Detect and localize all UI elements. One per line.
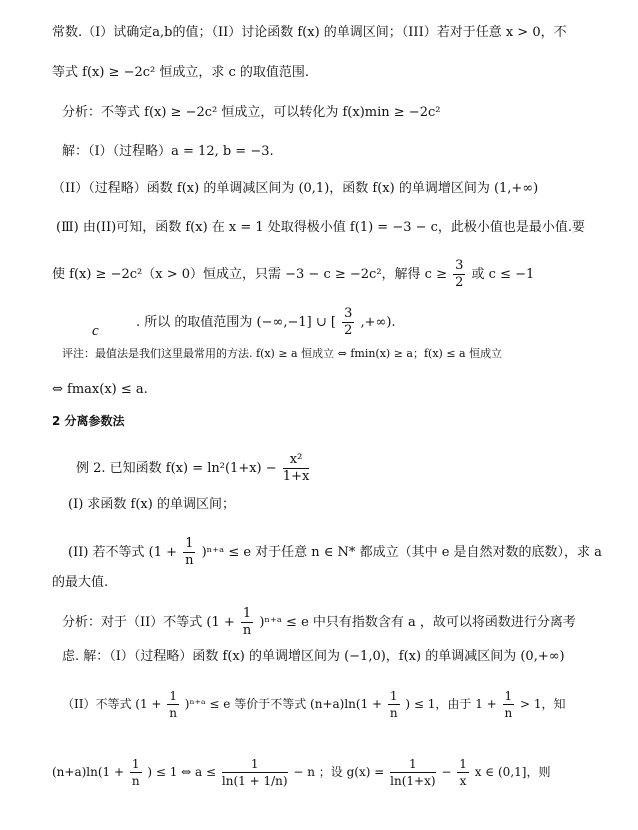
- text-segment: (II) 若不等式 (1 +: [68, 545, 178, 560]
- question-2-cont: 的最大值.: [52, 575, 109, 590]
- text-segment: > 1，知: [520, 697, 566, 711]
- analysis-2: [62, 606, 576, 639]
- text-segment: (n+a)ln(1 +: [52, 765, 125, 779]
- fraction-denominator: ln(1+x): [390, 774, 436, 788]
- fraction-numerator: 1: [390, 756, 435, 773]
- fraction-denominator: 2: [455, 275, 464, 290]
- text-segment: )ⁿ⁺ᵃ ≤ e 对于任意 n ∈ N* 都成立（其中 e 是自然对数的底数），求 a: [201, 545, 602, 560]
- fraction-numerator: 1: [389, 689, 398, 703]
- fraction-denominator: n: [131, 774, 140, 788]
- fraction-denominator: 1+x: [282, 469, 310, 484]
- fraction: [222, 756, 288, 789]
- text-segment: 例 2. 已知函数 f(x) = ln²(1+x) −: [76, 461, 277, 476]
- fraction: [390, 756, 435, 789]
- text-segment: 使 f(x) ≥ −2c²（x > 0）恒成立，只需 −3 − c ≥ −2c²，解得 c ≥: [52, 267, 447, 282]
- fraction: [167, 688, 179, 721]
- fraction-denominator: x: [459, 774, 467, 788]
- fraction: [130, 756, 142, 789]
- fraction: [503, 688, 515, 721]
- fraction: [183, 536, 195, 569]
- solution-2-part-3: [52, 756, 550, 789]
- fraction-denominator: n: [242, 623, 252, 638]
- text-segment: 或 c ≤ −1: [471, 267, 535, 282]
- section-heading: 2 分离参数法: [52, 414, 125, 428]
- fraction-numerator: 1: [504, 689, 513, 703]
- fraction-numerator: 1: [185, 536, 194, 551]
- solution-part-3: (Ⅲ) 由(II)可知，函数 f(x) 在 x = 1 处取得极小值 f(1) = −3 − c，此极小值也是最小值.要: [56, 220, 586, 235]
- text-segment: ,+∞).: [360, 315, 396, 330]
- fraction-three-halves: [342, 306, 354, 339]
- solution-part-2: （II）（过程略）函数 f(x) 的单调减区间为 (0,1)，函数 f(x) 的单调增区间为 (1,+∞): [52, 181, 539, 196]
- fraction-numerator: 1: [222, 756, 288, 773]
- fraction-numerator: 1: [242, 606, 252, 621]
- fraction-numerator: 1: [169, 689, 177, 703]
- text-segment: . 所以 的取值范围为 (−∞,−1] ∪ [: [136, 315, 336, 330]
- fraction: [241, 606, 253, 639]
- solution-part-3-cont: [52, 258, 534, 291]
- question-2: [68, 536, 602, 569]
- comment-line-cont: ⇔ fmax(x) ≤ a.: [52, 382, 148, 397]
- range-result-line: [136, 306, 396, 339]
- question-1: (I) 求函数 f(x) 的单调区间；: [68, 497, 235, 512]
- fraction-numerator: 3: [455, 258, 464, 273]
- text-segment: )ⁿ⁺ᵃ ≤ e 中只有指数含有 a ，故可以将函数进行分离考: [259, 615, 576, 630]
- solution-2-part-1: 虑. 解：（I）（过程略）函数 f(x) 的单调增区间为 (−1,0)，f(x) 的单调减区间为 (0,+∞): [62, 649, 565, 664]
- text-line-2: 等式 f(x) ≥ −2c² 恒成立，求 c 的取值范围.: [52, 65, 310, 80]
- text-segment: − n ；设 g(x) =: [293, 765, 385, 779]
- solution-part-1: 解：（I）（过程略）a = 12, b = −3.: [62, 144, 274, 159]
- text-segment: （II）不等式 (1 +: [62, 697, 162, 711]
- fraction-denominator: ln(1 + 1/n): [221, 774, 288, 788]
- comment-line: 评注：最值法是我们这里最常用的方法. f(x) ≥ a 恒成立 ⇔ fmin(x) ≥ a；f(x) ≤ a 恒成立: [62, 347, 503, 360]
- fraction-denominator: 2: [344, 323, 353, 338]
- text-segment: −: [441, 765, 452, 779]
- fraction-three-halves: [453, 258, 465, 291]
- fraction-numerator: 1: [131, 757, 140, 771]
- fraction-denominator: n: [169, 706, 177, 720]
- fraction-numerator: 3: [344, 306, 353, 321]
- fraction: [388, 688, 400, 721]
- text-segment: 分析：对于（II）不等式 (1 +: [62, 615, 235, 630]
- fraction-denominator: n: [185, 553, 194, 568]
- fraction-numerator: 1: [459, 757, 467, 771]
- fraction-numerator: x²: [283, 452, 310, 469]
- fraction-denominator: n: [389, 706, 398, 720]
- fraction-denominator: n: [504, 706, 513, 720]
- text-segment: )ⁿ⁺ᵃ ≤ e 等价于不等式 (n+a)ln(1 +: [184, 697, 383, 711]
- variable-c: c: [92, 323, 99, 339]
- text-line-1: 常数.（I）试确定a,b的值；（II）讨论函数 f(x) 的单调区间；（III）若对于任意 x > 0，不: [52, 25, 567, 40]
- analysis-line: 分析：不等式 f(x) ≥ −2c² 恒成立，可以转化为 f(x)min ≥ −2c²: [62, 105, 441, 120]
- fraction: [457, 756, 469, 789]
- example-2-statement: [76, 452, 311, 485]
- text-segment: ) ≤ 1，由于 1 +: [405, 697, 497, 711]
- fraction: [283, 452, 310, 485]
- text-segment: x ∈ (0,1]，则: [474, 765, 551, 779]
- solution-2-part-2: [62, 688, 566, 721]
- text-segment: ) ≤ 1 ⇔ a ≤: [147, 765, 217, 779]
